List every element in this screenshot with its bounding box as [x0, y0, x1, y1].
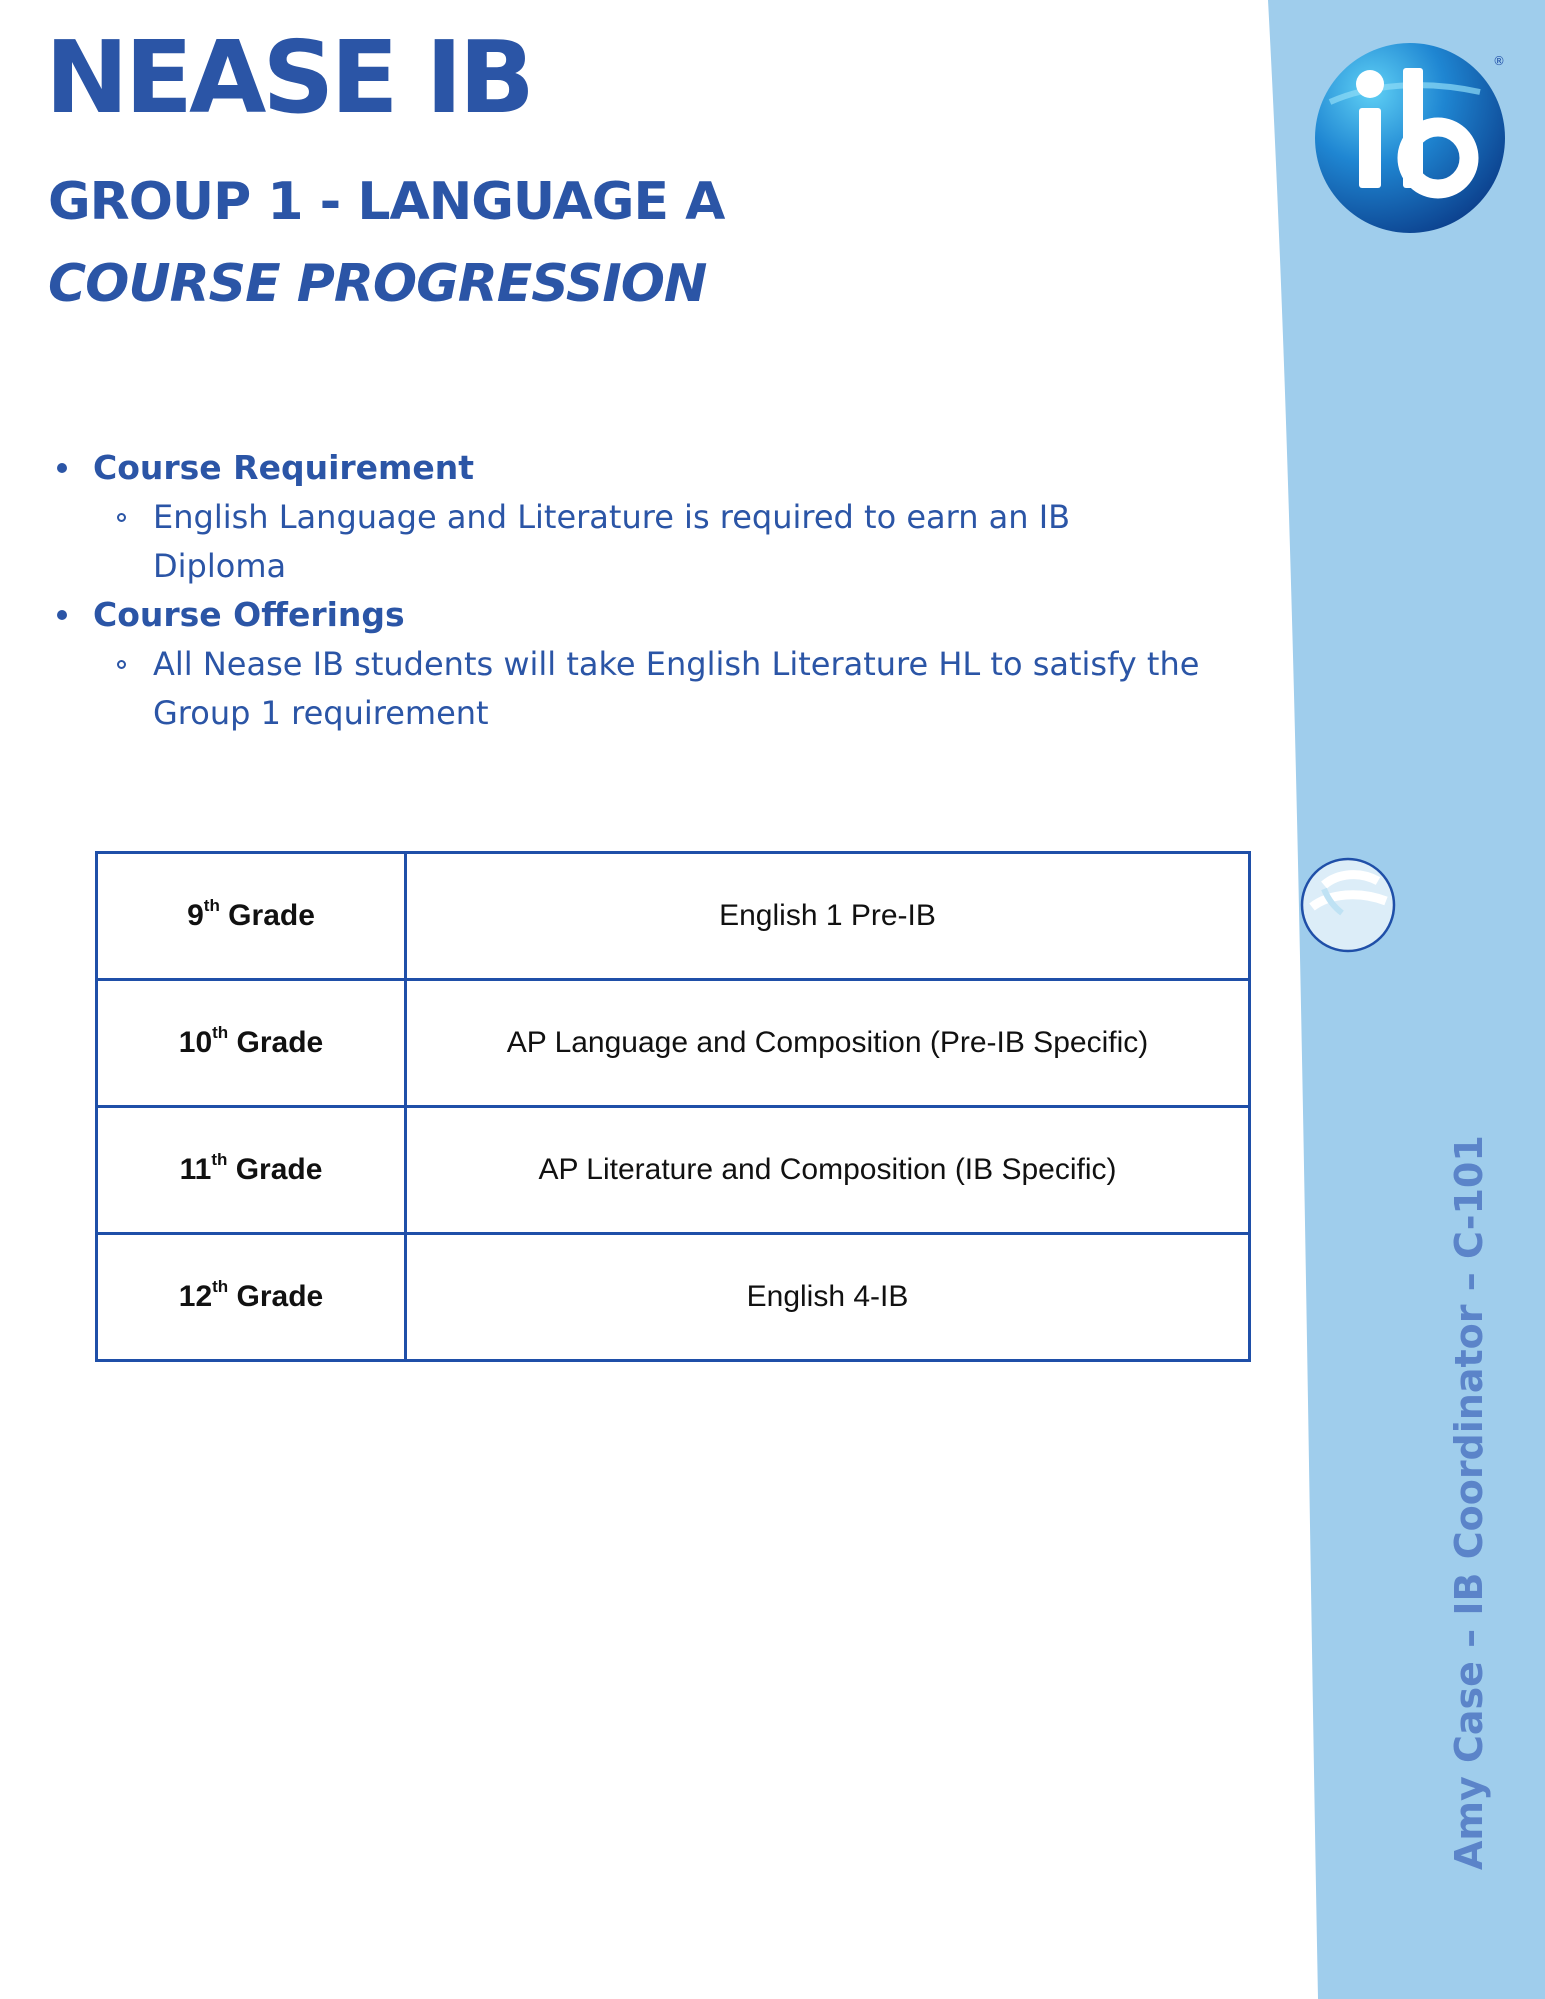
- grade-cell: [97, 1107, 406, 1234]
- bullet-dot: [57, 463, 67, 473]
- grade-number: 12: [178, 1280, 213, 1313]
- grade-word: Grade: [228, 1280, 324, 1313]
- grade-word: Grade: [227, 1153, 323, 1186]
- table-row: [97, 1107, 1250, 1234]
- grade-cell: [97, 853, 406, 980]
- course-requirement-detail: English Language and Literature is required to earn an IB Diploma: [153, 498, 1071, 585]
- registered-mark: ®: [1493, 54, 1505, 68]
- grade-number: 10: [178, 1026, 213, 1059]
- grade-cell: [97, 1234, 406, 1361]
- grade-word: Grade: [228, 1026, 324, 1059]
- course-offerings-heading: Course Offerings: [93, 595, 405, 634]
- grade-number: 9: [187, 899, 204, 932]
- coordinator-label: Amy Case – IB Coordinator – C-101: [1447, 1135, 1491, 1870]
- grade-suffix: th: [212, 1277, 229, 1296]
- group-heading: GROUP 1 - LANGUAGE A: [48, 172, 725, 232]
- grade-word: Grade: [219, 899, 315, 932]
- course-cell: English 4-IB: [406, 1234, 1250, 1361]
- course-cell: English 1 Pre-IB: [406, 853, 1250, 980]
- progression-heading: COURSE PROGRESSION: [48, 254, 707, 314]
- grade-suffix: th: [212, 1023, 229, 1042]
- grade-number: 11: [179, 1153, 212, 1186]
- table-row: [97, 853, 1250, 980]
- bullet-ring: [117, 513, 126, 522]
- course-requirement-heading: Course Requirement: [93, 448, 475, 487]
- course-offerings-detail: All Nease IB students will take English Literature HL to satisfy the Group 1 requirement: [153, 645, 1200, 732]
- bullet-ring: [117, 660, 126, 669]
- grade-cell: [97, 980, 406, 1107]
- bullet-dot: [57, 610, 67, 620]
- course-progression-table: [95, 851, 1251, 1362]
- grade-suffix: th: [203, 896, 220, 915]
- ib-logo: [1310, 40, 1520, 240]
- table-row: [97, 980, 1250, 1107]
- page-title: NEASE IB: [45, 19, 531, 136]
- course-cell: AP Literature and Composition (IB Specific): [406, 1107, 1250, 1234]
- grade-suffix: th: [211, 1150, 228, 1169]
- course-cell: AP Language and Composition (Pre-IB Specific): [406, 980, 1250, 1107]
- table-row: [97, 1234, 1250, 1361]
- decorative-ib-circle-icon: [1298, 855, 1398, 955]
